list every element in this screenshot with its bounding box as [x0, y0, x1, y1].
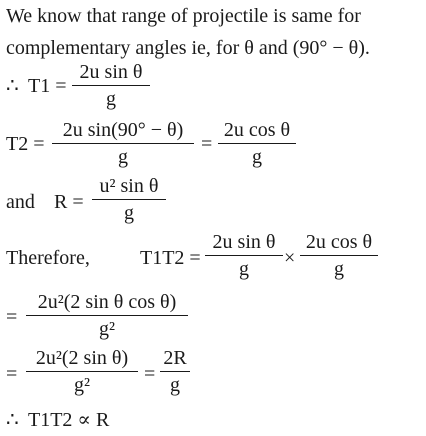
intro-line-1: We know that range of projectile is same for: [6, 5, 361, 27]
product-denominator-a: g: [239, 258, 249, 280]
conclusion: T1T2 ∝ R: [28, 409, 110, 431]
product-numerator-b: 2u cos θ: [305, 231, 373, 253]
fraction-bar: [52, 143, 194, 144]
t2-fraction-a: [52, 120, 194, 167]
fraction-bar: [300, 255, 378, 256]
and-label: and: [6, 191, 35, 213]
fraction-bar: [205, 255, 283, 256]
fraction-bar: [92, 199, 166, 200]
fraction-bar: [160, 371, 190, 372]
product-denominator-b: g: [334, 258, 344, 280]
r-denominator: g: [124, 202, 134, 224]
step1-numerator: 2u²(2 sin θ cos θ): [37, 291, 177, 313]
step2-fraction-b: [160, 348, 190, 395]
t2-denominator-b: g: [252, 146, 262, 168]
equals-sign: =: [6, 363, 18, 385]
t1-numerator: 2u sin θ: [79, 61, 143, 83]
step2-fraction-a: [26, 348, 138, 395]
t1-fraction: [72, 62, 150, 109]
step1-fraction: [26, 292, 188, 339]
r-fraction: [92, 176, 166, 223]
equals-sign: =: [144, 363, 156, 385]
fraction-bar: [26, 315, 188, 316]
t2-lhs: T2 =: [6, 133, 45, 155]
equals-sign: =: [6, 306, 18, 328]
t2-numerator-b: 2u cos θ: [223, 119, 291, 141]
step1-denominator: g²: [99, 318, 115, 340]
equals-sign: =: [201, 133, 213, 155]
t1-lhs: T1 =: [28, 75, 67, 97]
t2-fraction-b: [218, 120, 296, 167]
product-lhs: T1T2 =: [140, 247, 201, 269]
product-fraction-a: [205, 232, 283, 279]
fraction-bar: [26, 371, 138, 372]
fraction-bar: [72, 85, 150, 86]
r-lhs: R =: [54, 191, 84, 213]
t2-numerator-a: 2u sin(90° − θ): [62, 119, 184, 141]
therefore-word: Therefore,: [6, 247, 90, 269]
t2-denominator-a: g: [118, 146, 128, 168]
t1-denominator: g: [106, 88, 116, 110]
step2-numerator-b: 2R: [163, 347, 187, 369]
product-numerator-a: 2u sin θ: [212, 231, 276, 253]
product-fraction-b: [300, 232, 378, 279]
fraction-bar: [218, 143, 296, 144]
times-sign: ×: [284, 247, 296, 269]
step2-denominator-a: g²: [74, 374, 90, 396]
intro-line-2: complementary angles ie, for θ and (90° − θ).: [6, 37, 370, 59]
r-numerator: u² sin θ: [99, 175, 159, 197]
therefore-symbol: ∴: [6, 75, 19, 97]
step2-numerator-a: 2u²(2 sin θ): [35, 347, 129, 369]
step2-denominator-b: g: [170, 374, 180, 396]
therefore-symbol: ∴: [6, 409, 19, 431]
